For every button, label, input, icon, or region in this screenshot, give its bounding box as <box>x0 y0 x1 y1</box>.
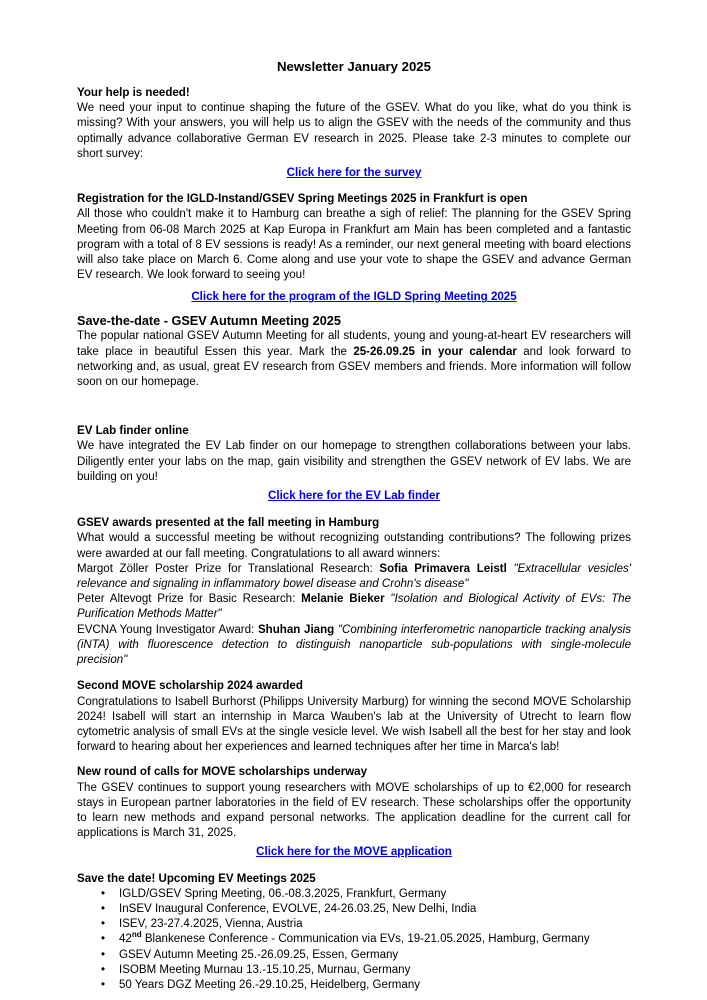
award-work: "Extracellular vesicles' relevance and signaling in inflammatory bowel disease and Crohn's disease" <box>77 562 631 591</box>
help-text: We need your input to continue shaping the future of the GSEV. What do you like, what do you think is missing? With your answers, you will help us to align the GSEV with the needs of the community and thus optimally advance collaborative German EV research in 2025. Please take 2-3 minutes to complete our short survey: <box>77 102 631 160</box>
award-item <box>77 623 631 669</box>
list-item <box>101 932 631 947</box>
list-item: • ISOBM Meeting Murnau 13.-15.10.25, Murnau, Germany <box>101 963 631 978</box>
spring-heading: Registration for the IGLD-Instand/GSEV Spring Meetings 2025 in Frankfurt is open <box>77 193 528 206</box>
section-labfinder <box>77 424 631 504</box>
meeting-ordinal: 42 <box>119 933 132 946</box>
spring-text: All those who couldn't make it to Hamburg can breathe a sigh of relief: The planning for the GSEV Spring Meeting from 06-08 March 2025 at Kap Europa in Frankfurt am Main has been completed and a fantastic program with a total of 8 EV sessions is ready! As a reminder, our next general meeting with board elections will also take place on March 6. Come along and use your vote to shape the GSEV and advance German EV research. We look forward to seeing you! <box>77 208 631 282</box>
movecall-heading: New round of calls for MOVE scholarships underway <box>77 766 368 779</box>
award-prize: Margot Zöller Poster Prize for Translational Research: <box>77 562 380 575</box>
newsletter-page <box>77 58 631 993</box>
award-work: "Combining interferometric nanoparticle tracking analysis (iNTA) with fluorescence detection to distinguish nanoparticle sub-populations with single-molecule precision" <box>77 623 631 667</box>
autumn-date: 25-26.09.25 in your calendar <box>353 345 517 358</box>
award-item <box>77 562 631 592</box>
award-item <box>77 592 631 622</box>
section-meetings <box>77 872 631 994</box>
survey-link[interactable]: Click here for the survey <box>286 167 422 180</box>
move-application-link[interactable]: Click here for the MOVE application <box>256 846 452 859</box>
award-work: "Isolation and Biological Activity of EVs: The Purification Methods Matter" <box>77 593 631 621</box>
section-autumn <box>77 314 631 391</box>
section-move-call <box>77 765 631 860</box>
list-item: • ISEV, 23-27.4.2025, Vienna, Austria <box>101 917 631 932</box>
meetings-list <box>77 887 631 993</box>
list-item: • GSEV Autumn Meeting 25.-26.09.25, Essen, Germany <box>101 948 631 963</box>
labfinder-text: We have integrated the EV Lab finder on our homepage to strengthen collaborations between your labs. Diligently enter your labs on the map, gain visibility and strengthen the GSEV network of EV labs. We are building on you! <box>77 440 631 483</box>
awards-intro: What would a successful meeting be without recognizing outstanding contributions? The following prizes were awarded at our fall meeting. Congratulations to all award winners: <box>77 532 631 560</box>
award-winner: Sofia Primavera Leistl <box>379 562 507 575</box>
move2-heading: Second MOVE scholarship 2024 awarded <box>77 680 303 693</box>
autumn-text-after: and look forward to networking and, as usual, great EV research from GSEV members and friends. More information will follow soon on our homepage. <box>77 345 631 389</box>
autumn-heading: Save-the-date - GSEV Autumn Meeting 2025 <box>77 313 341 328</box>
award-winner: Melanie Bieker <box>301 593 385 606</box>
labfinder-link[interactable]: Click here for the EV Lab finder <box>268 490 440 503</box>
award-prize: EVCNA Young Investigator Award: <box>77 623 258 636</box>
meeting-ordinal-suffix: nd <box>131 930 142 940</box>
award-winner: Shuhan Jiang <box>257 623 335 636</box>
awards-heading: GSEV awards presented at the fall meeting in Hamburg <box>77 517 380 530</box>
help-heading: Your help is needed! <box>77 87 190 99</box>
award-prize: Peter Altevogt Prize for Basic Research: <box>77 593 302 606</box>
movecall-text: The GSEV continues to support young researchers with MOVE scholarships of up to €2,000 for research stays in European partner laboratories in the field of EV research. These scholarships offer the opportunity to learn new methods and expand personal networks. The application deadline for the current call for applications is March 31, 2025. <box>77 781 631 840</box>
meeting-text: Blankenese Conference - Communication via EVs, 19-21.05.2025, Hamburg, Germany <box>141 933 590 946</box>
meetings-heading: Save the date! Upcoming EV Meetings 2025 <box>77 872 316 885</box>
section-awards <box>77 516 631 668</box>
page-title: Newsletter January 2025 <box>277 59 431 74</box>
section-help <box>77 86 631 181</box>
labfinder-heading: EV Lab finder online <box>77 425 189 438</box>
autumn-text-before: The popular national GSEV Autumn Meeting for all students, young and young-at-heart EV researchers will take place in beautiful Essen this year. Mark the <box>77 330 631 358</box>
list-item: • InSEV Inaugural Conference, EVOLVE, 24-26.03.25, New Delhi, India <box>101 902 631 917</box>
section-move-awarded <box>77 679 631 755</box>
section-spring <box>77 192 631 305</box>
list-item: • 50 Years DGZ Meeting 26.-29.10.25, Heidelberg, Germany <box>101 978 631 993</box>
move2-text: Congratulations to Isabell Burhorst (Philipps University Marburg) for winning the second MOVE Scholarship 2024! Isabell will start an internship in Marca Wauben's lab at the University of Utrecht to learn flow cytometric analysis of small EVs at the single vesicle level. We wish Isabell all the best for her stay and look forward to hearing about her experiences and learned techniques after her time in Marca's lab! <box>77 695 631 754</box>
spring-program-link[interactable]: Click here for the program of the IGLD Spring Meeting 2025 <box>191 291 517 304</box>
autumn-text <box>77 329 631 390</box>
list-item: • IGLD/GSEV Spring Meeting, 06.-08.3.2025, Frankfurt, Germany <box>101 887 631 902</box>
